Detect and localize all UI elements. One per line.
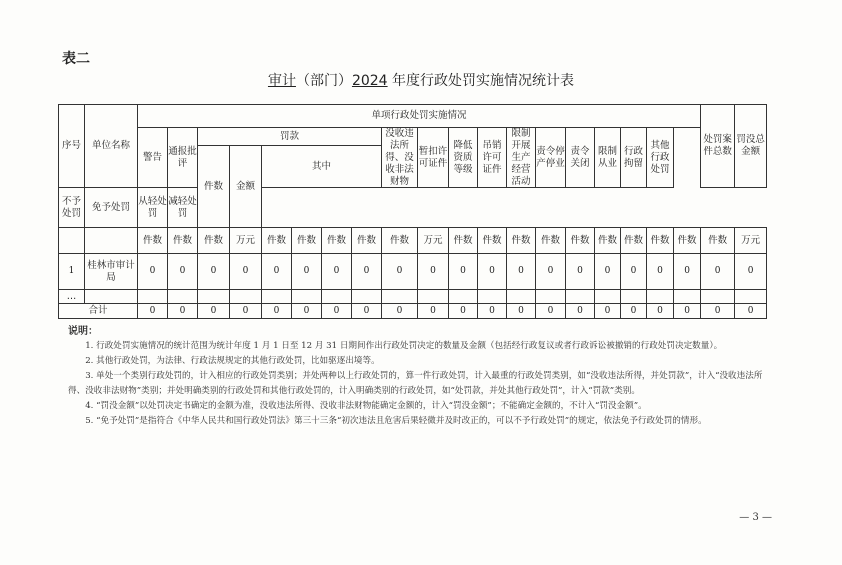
unit-cell: 件数 [292,228,322,254]
value-cell: 0 [168,254,198,290]
total-value-cell: 0 [322,304,352,319]
value-cell: 0 [262,254,292,290]
unit-cell: 件数 [595,228,621,254]
note-item: 3. 单处一个类别行政处罚的，计入相应的行政处罚类别；并处两种以上行政处罚的，算一件行政处罚，计入最重的行政处罚类别，如“没收违法所得，并处罚款”，计入“没收违法所得、没收非法财物”类别；并处明确类别的行政处罚和其他行政处罚的，计入明确类别的行政处罚，如“处罚款，并处其他行政处罚”，计入“罚款”类别。 [68,371,763,396]
unit-cell: 件数 [382,228,418,254]
unit-cell: 件数 [198,228,230,254]
header-order-close: 责令关闭 [566,128,595,188]
unit-cell: 件数 [262,228,292,254]
header-confiscate: 没收违法所得、没收非法财物 [382,128,418,188]
value-cell: 0 [674,254,701,290]
value-cell: 0 [507,254,536,290]
total-value-cell: 0 [168,304,198,319]
value-cell: 0 [418,254,449,290]
header-lighter-penalty: 从轻处罚 [138,188,168,228]
total-value-cell: 0 [418,304,449,319]
unit-cell: 件数 [647,228,674,254]
total-value-cell: 0 [536,304,566,319]
value-cell: 0 [566,254,595,290]
note-item: 1. 行政处罚实施情况的统计范围为统计年度 1 月 1 日至 12 月 31 日期间作出行政处罚决定的数量及金额（包括经行政复议或者行政诉讼被撤销的行政处罚决定数量）。 [85,341,723,351]
value-cell: 0 [478,254,507,290]
notes [68,324,774,429]
total-value-cell: 0 [566,304,595,319]
unit-cell: 件数 [566,228,595,254]
header-detention: 行政拘留 [621,128,647,188]
unit-cell: 件数 [138,228,168,254]
total-row [59,304,767,319]
title-suffix: 年度行政处罚实施情况统计表 [387,73,575,89]
value-cell: 0 [536,254,566,290]
header-restrict-operations: 限制开展生产经营活动 [507,128,536,188]
total-value-cell: 0 [595,304,621,319]
header-suspend-license: 暂扣许可证件 [418,128,449,188]
unit-cell: 件数 [701,228,735,254]
units-spacer [59,228,85,254]
page-number: — 3 — [739,512,772,523]
header-circular: 通报批评 [168,128,198,188]
ellipsis-cell: … [59,290,85,304]
value-cell: 0 [138,254,168,290]
unit-cell: 件数 [352,228,382,254]
total-value-cell: 0 [352,304,382,319]
total-label: 合计 [59,304,138,319]
units-spacer [85,228,138,254]
header-fine-count: 件数 [198,146,230,228]
total-value-cell: 0 [382,304,418,319]
table-row [59,254,767,290]
total-value-cell: 0 [292,304,322,319]
header-revoke-license: 吊销许可证件 [478,128,507,188]
header-total-amount: 罚没总金额 [735,105,767,188]
header-other-penalty: 其他行政处罚 [647,128,674,188]
total-value-cell: 0 [647,304,674,319]
unit-cell: 件数 [449,228,478,254]
row-seq: 1 [59,254,85,290]
value-cell: 0 [621,254,647,290]
unit-cell: 件数 [478,228,507,254]
unit-cell: 件数 [322,228,352,254]
row-unit-name: 桂林市审计局 [85,254,138,290]
page-title [0,70,842,90]
value-cell: 0 [198,254,230,290]
title-dept-name: 审计 [267,73,296,89]
unit-cell: 件数 [168,228,198,254]
header-exempt-penalty: 免予处罚 [85,188,138,228]
header-no-penalty: 不予处罚 [59,188,85,228]
notes-heading: 说明： [68,326,98,337]
unit-cell: 件数 [536,228,566,254]
total-value-cell: 0 [138,304,168,319]
total-value-cell: 0 [449,304,478,319]
value-cell: 0 [382,254,418,290]
header-fine: 罚款 [198,128,382,146]
table-label: 表二 [62,51,90,67]
unit-cell: 万元 [418,228,449,254]
value-cell: 0 [735,254,767,290]
total-value-cell: 0 [674,304,701,319]
total-value-cell: 0 [735,304,767,319]
note-item: 4. “罚没金额”以处罚决定书确定的金额为准，没收违法所得、没收非法财物能确定金额的，计入“罚没金额”；不能确定金额的，不计入“罚没金额”。 [85,401,647,411]
unit-cell: 件数 [621,228,647,254]
header-order-suspend: 责令停产停业 [536,128,566,188]
header-among: 其中 [262,146,382,188]
header-single-penalty: 单项行政处罚实施情况 [138,105,701,128]
header-warning: 警告 [138,128,168,188]
value-cell: 0 [701,254,735,290]
unit-cell: 件数 [674,228,701,254]
header-seq: 序号 [59,105,85,188]
ellipsis-row [59,290,767,304]
header-reduced-penalty: 减轻处罚 [168,188,198,228]
units-row [59,228,767,254]
unit-cell: 万元 [230,228,262,254]
value-cell: 0 [230,254,262,290]
total-value-cell: 0 [507,304,536,319]
total-value-cell: 0 [230,304,262,319]
title-year: 2024 [351,73,388,89]
unit-cell: 件数 [507,228,536,254]
unit-cell: 万元 [735,228,767,254]
title-dept-paren: （部门） [295,73,352,89]
header-unit-name: 单位名称 [85,105,138,188]
header-total-cases: 处罚案件总数 [701,105,735,188]
value-cell: 0 [449,254,478,290]
value-cell: 0 [322,254,352,290]
total-value-cell: 0 [621,304,647,319]
note-item: 5. “免予处罚”是指符合《中华人民共和国行政处罚法》第三十三条“初次违法且危害后果轻微并及时改正的，可以不予行政处罚”的规定，依法免予行政处罚的情形。 [85,416,707,426]
header-fine-amount: 金额 [230,146,262,228]
note-item: 2. 其他行政处罚，为法律、行政法规规定的其他行政处罚，比如驱逐出境等。 [85,356,380,366]
total-value-cell: 0 [198,304,230,319]
header-restrict-employment: 限制从业 [595,128,621,188]
value-cell: 0 [595,254,621,290]
value-cell: 0 [352,254,382,290]
total-value-cell: 0 [701,304,735,319]
value-cell: 0 [647,254,674,290]
total-value-cell: 0 [478,304,507,319]
header-lower-qualification: 降低资质等级 [449,128,478,188]
value-cell: 0 [292,254,322,290]
statistics-table [58,104,767,319]
total-value-cell: 0 [262,304,292,319]
